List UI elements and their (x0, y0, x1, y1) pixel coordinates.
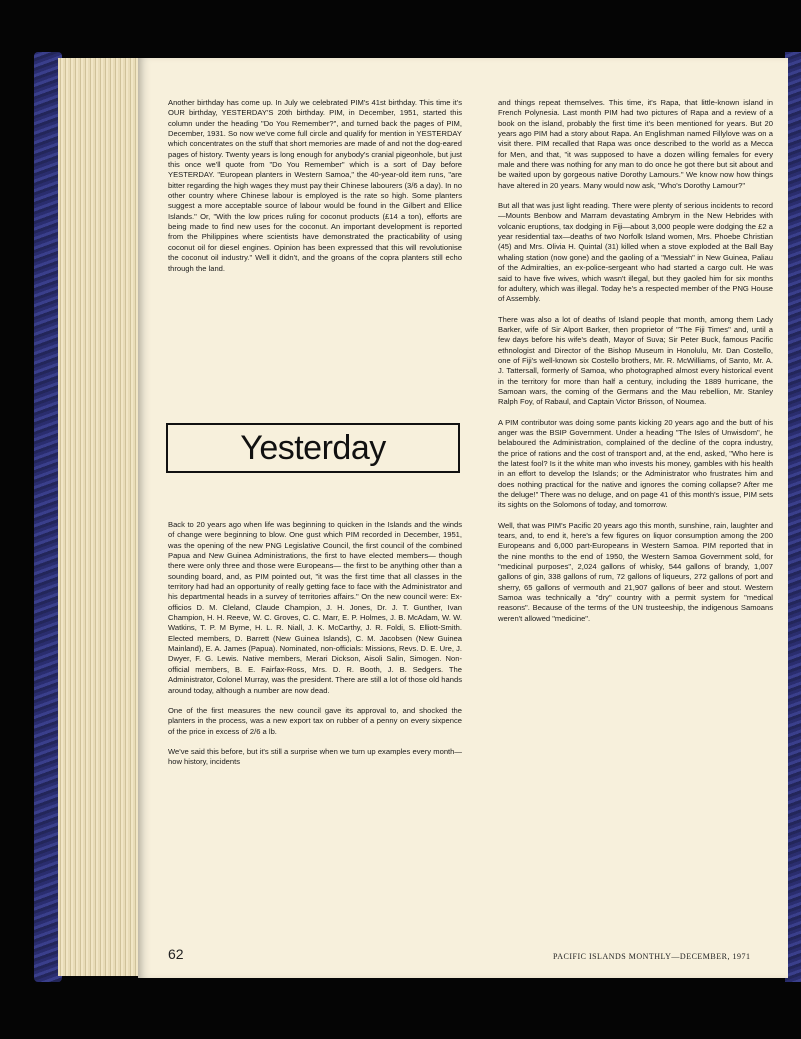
magazine-page (138, 58, 788, 978)
paragraph: Back to 20 years ago when life was beginning to quicken in the Islands and the winds of change were beginning to blow. One gust which PIM recorded in December, 1951, was the opening of the new PNG Legislative Council, the first council of the combined Papua and New Guinea Administrations, the first to have elected members— though there were only three and those were Europeans— the first to be anything other than a sounding board, and, as PIM pointed out, "it was the first time that all classes in the territory had had an opportunity of really getting face to face with the Administrator and his departmental heads in a survey of territories affairs." On the new council were: Ex-officios D. M. Cleland, Claude Champion, J. H. Jones, Dr. J. T. Gunther, Ivan Champion, H. H. Reeve, W. C. Groves, C. C. Marr, E. P. Holmes, J. B. McAdam, W. W. Watkins, T. P. M Byrne, H. L. R. Niall, J. K. McCarthy, J. R. Foldi, S. Elliott-Smith. Elected members, D. Barrett (New Guinea Islands), C. M. Jacobsen (New Guinea Mainland), E. A. James (Papua). Nominated, non-officials: Missions, Revs. D. E. Ure, J. Dwyer, F. G. Lewis. Native members, Merari Dickson, Aisoli Salin, Simogen. Non-official members, B. E. Fairfax-Ross, Mrs. D. R. Booth, J. B. Sedgers. The Administrator, Colonel Murray, was the president. There are still a lot of those old hands around today, although a number are now dead. (168, 520, 462, 695)
paragraph: and things repeat themselves. This time, it's Rapa, that little-known island in French Polynesia. Last month PIM had two pictures of Rapa and a review of a book on the island, probably the first time it's been mentioned for years. But 20 years ago PIM had a story about Rapa. An Englishman named Fillylove was on a visit there. PIM recalled that Rapa was once described to the world as a Mecca for Men, and that, "it was supposed to have a dozen willing females for every male and there was nothing for any man to do once he got there but sit about and be waited upon by gorgeous native Dorothy Lamours." We know now how things have altered in 20 years. Many would now ask, "Who's Dorothy Lamour?" (498, 98, 773, 190)
paragraph: But all that was just light reading. There were plenty of serious incidents to record—Mounts Benbow and Marram devastating Ambrym in the New Hebrides with volcanic eruptions, tax dodging in Fiji—about 3,000 people were dodging the £2 a year residential tax—deaths of two Norfolk Island women, Mrs. Phoebe Christian (45) and Mrs. Olivia H. Quintal (31) killed when a stove exploded at the Ball Bay whaling station (now gone) and the gaoling of a "Messiah" in New Guinea, Paliau of the Admiralties, an ex-police-sergeant who had started a cargo cult. He was said to have five wives, which wasn't illegal, but they gaoled him for six months for adultery, which was illegal. Today he's a respected member of the PNG House of Assembly. (498, 201, 773, 304)
page-number: 62 (168, 946, 184, 962)
paragraph: One of the first measures the new council gave its approval to, and shocked the planters in the process, was a new export tax on rubber of a penny on every sixpence of the price in excess of 2/6 a lb. (168, 705, 462, 736)
paragraph: Another birthday has come up. In July we celebrated PIM's 41st birthday. This time it's OUR birthday, YESTERDAY'S 20th birthday. PIM, in December, 1951, started this column under the heading "Do You Remember?", and turned back the pages of PIM, December, 1931. So now we've come full circle and qualify for mention in YESTERDAY which concentrates on the stuff that short memories are made of and not the dog-eared pages of history. Twenty years is long enough for anybody's cranial pigeonhole, but just this once we'll quote from "Do You Remember" which is a sort of Day before YESTERDAY. "European planters in Western Samoa," the 40-year-old item runs, "are bitter regarding the high wages they must pay their Chinese labourers (3/6 a day). In no other country where Chinese labour is employed is the rate so high. Some planters suggest a more acceptable source of labour would be found in the Gilbert and Ellice Islands." Or, "With the low prices ruling for coconut products (£14 a ton), efforts are being made to find new uses for the coconut. An important development is reported from the Philippines where scientists have demonstrated the practicability of using coconut oil for diesel engines. Opinion has been expressed that this will revolutionise the coconut oil industry." Well it didn't, and the groans of the copra planters still echo through the land. (168, 98, 462, 273)
left-column-bottom (168, 520, 462, 778)
paragraph: We've said this before, but it's still a surprise when we turn up examples every month—how history, incidents (168, 746, 462, 767)
paragraph: There was also a lot of deaths of Island people that month, among them Lady Barker, wife of Sir Alport Barker, then proprietor of "The Fiji Times" and, until a few days before his wife's death, Mayor of Suva; Sir Peter Buck, famous Pacific ethnologist and Director of the Bishop Museum in Honolulu, Mr. Dan Costello, one of Fiji's well-known six Costello brothers, Mr. R. McWilliams, of Santo, Mr. A. J. Tattersall, formerly of Samoa, who photographed almost every historical event in the territory for more than half a century, including the 1889 hurricane, the Samoan wars, the coming of the Germans and the Mau rebellion, Mr. Stanley Ralph Foy, of Rabaul, and Captain Victor Brisson, of Noumea. (498, 314, 773, 407)
section-title: Yesterday (240, 428, 386, 467)
page-edges (58, 58, 138, 976)
left-column-top (168, 98, 462, 284)
right-column (498, 98, 773, 634)
running-footer: PACIFIC ISLANDS MONTHLY—DECEMBER, 1971 (553, 952, 751, 961)
paragraph: A PIM contributor was doing some pants kicking 20 years ago and the butt of his anger was the BSIP Government. Under a heading "The Isles of Unwisdom", he belaboured the Administration, complained of the decline of the copra industry, the price of rations and the cost of transport and, at the end, asked, "Who here is the latest fool? Is it the white man who invests his money, gambles with his health in an effort to develop the Islands; or the Administrator who frustrates him and does nothing practical for the native and ignores the coming collapse? After me the deluge!" There was no deluge, and on page 41 of this month's issue, PIM sets its sights on the Solomons of today, and tomorrow. (498, 417, 773, 510)
paragraph: Well, that was PIM's Pacific 20 years ago this month, sunshine, rain, laughter and tears, and, to end it, here's a few figures on liquor consumption among the 200 Europeans and 6,000 part-Europeans in Western Samoa. PIM reported that in the nine months to the end of 1950, the Western Samoa Government sold, for "medicinal purposes", 2,024 gallons of whisky, 544 gallons of brandy, 1,007 gallons of gin, 338 gallons of rum, 72 gallons of liqueurs, 272 gallons of port and sherry, 65 gallons of vermouth and 21,907 gallons of beer and stout. Western Samoa was technically a "dry" country with a permit system for "medical reasons". Because of the terms of the UN trusteeship, the indigenous Samoans weren't allowed "medicine". (498, 520, 773, 623)
section-title-box (166, 423, 460, 473)
